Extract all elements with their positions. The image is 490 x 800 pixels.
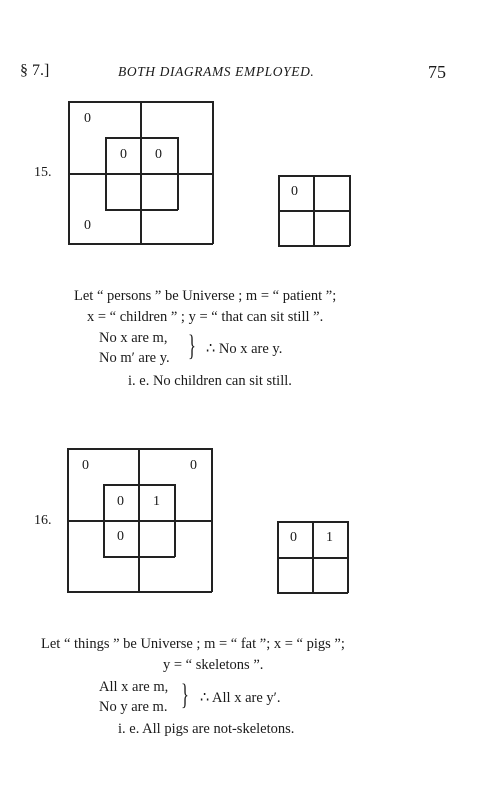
problem-15-interpretation: i. e. No children can sit still. bbox=[128, 373, 292, 389]
problem-15-premise-1: No x are m, bbox=[99, 330, 168, 346]
problem-15-label: 15. bbox=[34, 165, 52, 180]
cell-value: 0 bbox=[82, 458, 89, 473]
problem-16-universe-line: Let “ things ” be Universe ; m = “ fat ”; x = “ pigs ”; bbox=[41, 636, 345, 652]
brace: } bbox=[181, 678, 189, 711]
cell-value: 0 bbox=[291, 184, 298, 199]
problem-16-terms-line: y = “ skeletons ”. bbox=[163, 657, 264, 673]
page-number: 75 bbox=[428, 62, 446, 82]
problem-16-premise-1: All x are m, bbox=[99, 679, 169, 695]
problem-15-premise-2: No m′ are y. bbox=[99, 350, 170, 366]
cell-value: 0 bbox=[190, 458, 197, 473]
cell-value: 1 bbox=[153, 494, 160, 509]
cell-value: 1 bbox=[326, 530, 333, 545]
cell-value: 0 bbox=[84, 218, 91, 233]
problem-16-conclusion: ∴ All x are y′. bbox=[200, 690, 281, 706]
problem-16-interpretation: i. e. All pigs are not-skeletons. bbox=[118, 721, 295, 737]
section-mark: § 7.] bbox=[20, 62, 50, 79]
problem-15-conclusion: ∴ No x are y. bbox=[206, 341, 283, 357]
running-title: BOTH DIAGRAMS EMPLOYED. bbox=[118, 64, 315, 79]
cell-value: 0 bbox=[120, 147, 127, 162]
cell-value: 0 bbox=[155, 147, 162, 162]
cell-value: 0 bbox=[117, 494, 124, 509]
cell-value: 0 bbox=[290, 530, 297, 545]
problem-16-premise-2: No y are m. bbox=[99, 699, 168, 715]
problem-15-terms-line: x = “ children ” ; y = “ that can sit still ”. bbox=[87, 309, 324, 325]
cell-value: 0 bbox=[117, 529, 124, 544]
cell-value: 0 bbox=[84, 111, 91, 126]
problem-16-label: 16. bbox=[34, 513, 52, 528]
brace: } bbox=[188, 329, 196, 362]
problem-15-universe-line: Let “ persons ” be Universe ; m = “ patient ”; bbox=[74, 288, 337, 304]
